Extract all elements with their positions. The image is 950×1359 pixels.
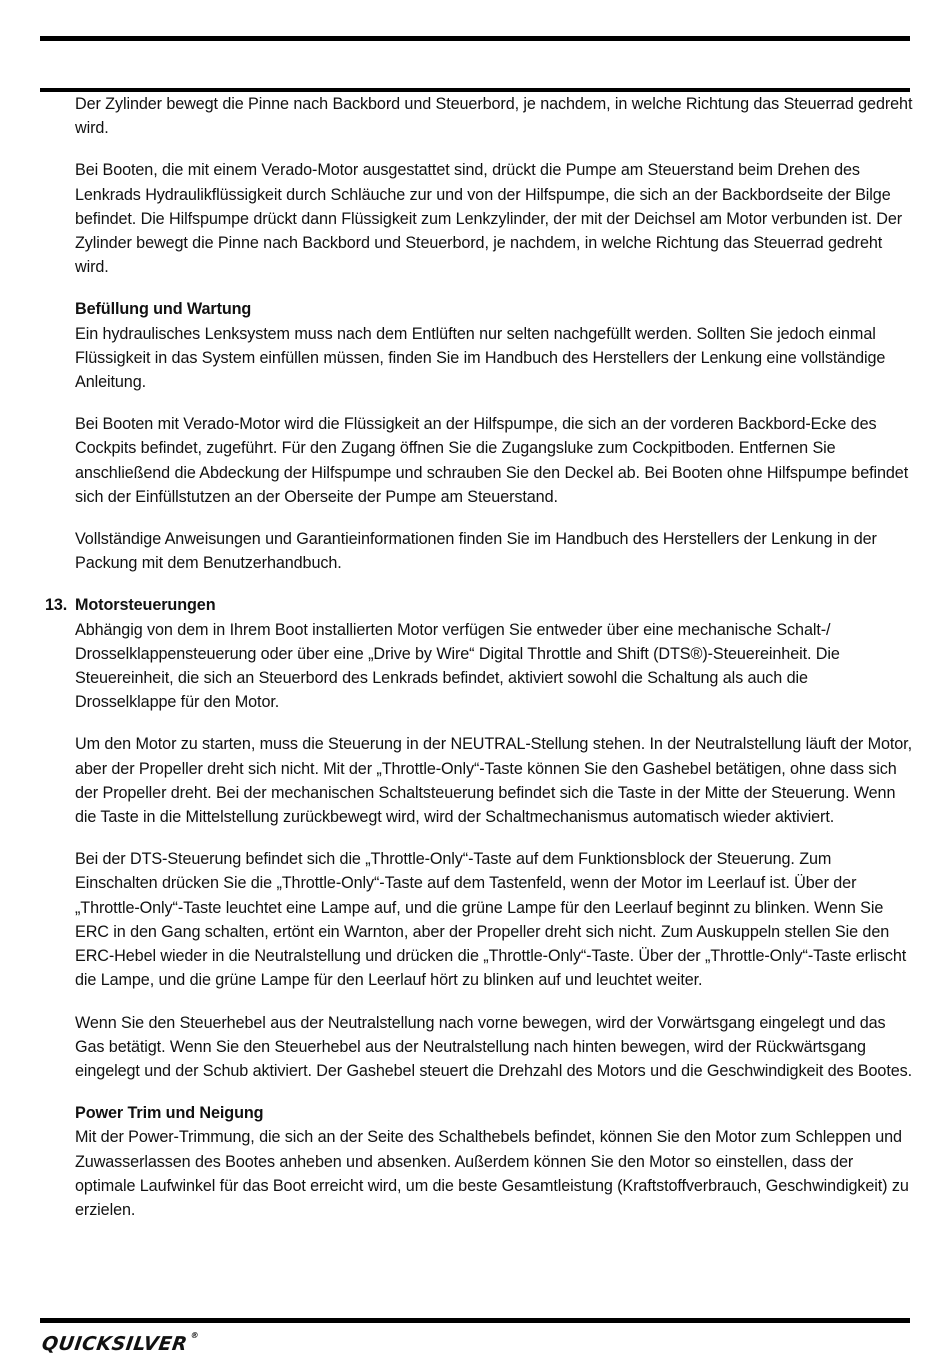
page-content: [45, 92, 913, 1240]
paragraph: Abhängig von dem in Ihrem Boot installierten Motor verfügen Sie entweder über eine mechanische Schalt-/ Drosselklappensteuerung oder über eine „Drive by Wire“ Digital Throttle and Shift (DTS®)-Steuereinheit. Die Steuereinheit, die sich an Steuerbord des Lenkrads befindet, aktiviert sowohl die Schaltung als auch die Drosselklappe für den Motor.: [75, 620, 840, 712]
section-number: 13.: [45, 596, 68, 615]
paragraph: Vollständige Anweisungen und Garantieinformationen finden Sie im Handbuch des Herstellers der Lenkung in der Packung mit dem Benutzerhandbuch.: [75, 530, 877, 573]
paragraph: Um den Motor zu starten, muss die Steuerung in der NEUTRAL-Stellung stehen. In der Neutralstellung läuft der Motor, aber der Propeller dreht sich nicht. Mit der „Throttle-Only“-Taste können Sie den Gashebel betätigen, ohne dass sich der Propeller dreht. Bei der mechanischen Schaltsteuerung befindet sich die Taste in der Mitte der Steuerung. Wenn die Taste in die Mittelstellung zurückbewegt wird, wird der Schaltmechanismus automatisch wieder aktiviert.: [75, 735, 912, 827]
section-heading-motorsteuerungen: [45, 593, 913, 617]
paragraph: Bei Booten, die mit einem Verado-Motor ausgestattet sind, drückt die Pumpe am Steuerstand beim Drehen des Lenkrads Hydraulikflüssigkeit durch Schläuche zur und von der Hilfspumpe, die sich an der Backbordseite der Bilge befindet. Die Hilfspumpe drückt dann Flüssigkeit zum Lenkzylinder, der mit der Deichsel am Motor verbunden ist. Der Zylinder bewegt die Pinne nach Backbord und Steuerbord, je nachdem, in welche Richtung das Steuerrad gedreht wird.: [75, 161, 903, 277]
section-heading-power-trim: Power Trim und Neigung: [75, 1104, 264, 1123]
section-heading-befuellung: Befüllung und Wartung: [75, 300, 252, 319]
section-title-text: Motorsteuerungen: [75, 596, 216, 615]
footer-rule: [40, 1318, 910, 1323]
paragraph: Bei Booten mit Verado-Motor wird die Flüssigkeit an der Hilfspumpe, die sich an der vorderen Backbord-Ecke des Cockpits befindet, zugeführt. Für den Zugang öffnen Sie die Zugangsluke zum Cockpitboden. Entfernen Sie anschließend die Abdeckung der Hilfspumpe und schrauben Sie den Deckel ab. Bei Booten ohne Hilfspumpe befindet sich der Einfüllstutzen an der Oberseite der Pumpe am Steuerstand.: [75, 415, 909, 506]
logo-text: QUICKSILVER: [40, 1333, 189, 1355]
header-rule: [40, 36, 910, 41]
registered-mark: ®: [189, 1331, 200, 1340]
paragraph: Ein hydraulisches Lenksystem muss nach dem Entlüften nur selten nachgefüllt werden. Sollten Sie jedoch einmal Flüssigkeit in das System einfüllen müssen, finden Sie im Handbuch des Herstellers der Lenkung eine vollständige Anleitung.: [75, 324, 886, 392]
paragraph: Mit der Power-Trimmung, die sich an der Seite des Schalthebels befindet, können Sie den Motor zum Schleppen und Zuwasserlassen des Bootes anheben und absenken. Außerdem können Sie den Motor so einstellen, dass der optimale Laufwinkel für das Boot erreicht wird, um die beste Gesamtleistung (Kraftstoffverbrauch, Geschwindigkeit) zu erzielen.: [75, 1128, 909, 1219]
paragraph: Bei der DTS-Steuerung befindet sich die „Throttle-Only“-Taste auf dem Funktionsblock der Steuerung. Zum Einschalten drücken Sie die „Throttle-Only“-Taste auf dem Tastenfeld, wenn der Motor im Leerlauf ist. Über der „Throttle-Only“-Taste leuchtet eine Lampe auf, und die grüne Lampe für den Leerlauf beginnt zu blinken. Wenn Sie ERC in den Gang schalten, ertönt ein Warnton, aber der Propeller dreht sich nicht. Zum Auskuppeln stellen Sie den ERC-Hebel wieder in die Neutralstellung und drücken die „Throttle-Only“-Taste. Über der „Throttle-Only“-Taste erlischt die Lampe, und die grüne Lampe für den Leerlauf hört zu blinken auf und leuchtet weiter.: [75, 850, 907, 990]
quicksilver-logo: [40, 1333, 199, 1355]
paragraph: Wenn Sie den Steuerhebel aus der Neutralstellung nach vorne bewegen, wird der Vorwärtsgang eingelegt und das Gas betätigt. Wenn Sie den Steuerhebel aus der Neutralstellung nach hinten bewegen, wird der Rückwärtsgang eingelegt und der Schub aktiviert. Der Gashebel steuert die Drehzahl des Motors und die Geschwindigkeit des Bootes.: [75, 1013, 913, 1080]
paragraph: Der Zylinder bewegt die Pinne nach Backbord und Steuerbord, je nachdem, in welche Richtung das Steuerrad gedreht wird.: [75, 95, 913, 138]
